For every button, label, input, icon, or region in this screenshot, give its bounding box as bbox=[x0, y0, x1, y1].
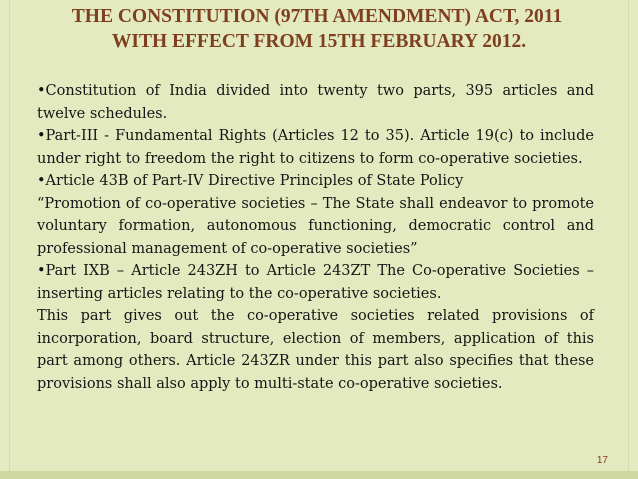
title-line-1: THE CONSTITUTION (97TH AMENDMENT) ACT, 2011 bbox=[71, 6, 563, 27]
paragraph-part-provisions: This part gives out the co-operative societies related provisions of incorporation, board structure, election of members, application of this part among others. Article 243ZR under this part also specifies that these provisions shall also apply to multi-state co-operative societies. bbox=[37, 308, 594, 392]
bullet-fundamental-rights: •Part-III - Fundamental Rights (Articles 12 to 35). Article 19(c) to include under right to freedom the right to citizens to form co-operative societies. bbox=[37, 128, 594, 167]
bullet-constitution-parts: •Constitution of India divided into twenty two parts, 395 articles and twelve schedules. bbox=[37, 83, 594, 122]
slide-bottom-bar bbox=[0, 471, 638, 479]
slide-title bbox=[0, 4, 638, 54]
slide-body bbox=[37, 80, 594, 395]
title-line-2: WITH EFFECT FROM 15TH FEBRUARY 2012. bbox=[111, 31, 527, 52]
quote-promotion-cooperatives: “Promotion of co-operative societies – The State shall endeavor to promote voluntary formation, autonomous functioning, democratic control and professional management of co-operative societies” bbox=[37, 195, 594, 257]
bullet-part-ixb: •Part IXB – Article 243ZH to Article 243ZT The Co-operative Societies – inserting articles relating to the co-operative societies. bbox=[37, 263, 594, 302]
bullet-article-43b: •Article 43B of Part-IV Directive Principles of State Policy bbox=[37, 173, 464, 189]
page-number: 17 bbox=[596, 455, 608, 466]
